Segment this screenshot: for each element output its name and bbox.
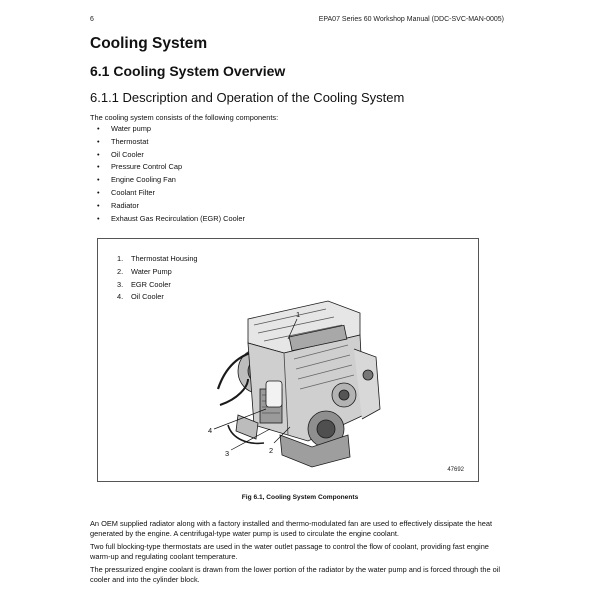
figure-code: 47692	[447, 467, 464, 473]
legend-label: Oil Cooler	[131, 292, 164, 302]
figure-box	[97, 238, 479, 482]
subsection-title: 6.1.1 Description and Operation of the Cooling System	[90, 90, 405, 105]
manual-title: EPA07 Series 60 Workshop Manual (DDC-SVC-MAN-0005)	[318, 16, 504, 23]
paragraph: An OEM supplied radiator along with a factory installed and thermo-modulated fan are used to effectively dissipate the heat generated by the engine. A centrifugal-type water pump is used to circulate the engine coolant.	[90, 519, 493, 538]
list-item: • Pressure Control Cap	[97, 161, 245, 174]
paragraph: The pressurized engine coolant is drawn from the lower portion of the radiator by the water pump and is forced through the oil cooler and into the cylinder block.	[90, 565, 500, 584]
figure-caption: Fig 6.1, Cooling System Components	[241, 494, 359, 501]
page-number: 6	[90, 16, 94, 23]
list-item: • Exhaust Gas Recirculation (EGR) Cooler	[97, 213, 245, 226]
legend-label: EGR Cooler	[131, 279, 171, 289]
chapter-title: Cooling System	[90, 35, 208, 52]
section-title: 6.1 Cooling System Overview	[90, 63, 286, 79]
callout-2: 2	[269, 446, 274, 455]
list-item: • Water pump	[97, 123, 245, 136]
intro-text: The cooling system consists of the following components:	[90, 113, 279, 122]
callout-4: 4	[208, 426, 213, 435]
callout-1: 1	[296, 310, 301, 319]
legend-label: Water Pump	[131, 266, 172, 276]
legend-label: Thermostat Housing	[131, 254, 198, 263]
legend-number: 1.	[117, 254, 124, 263]
engine-illustration	[98, 239, 478, 481]
component-list	[97, 123, 245, 225]
page-header	[90, 16, 504, 23]
list-item: • Radiator	[97, 200, 245, 213]
legend-number: 2.	[117, 266, 124, 276]
list-item: • Engine Cooling Fan	[97, 174, 245, 187]
list-item: • Thermostat	[97, 136, 245, 149]
legend-number: 3.	[117, 279, 124, 289]
paragraph: Two full blocking-type thermostats are used in the water outlet passage to control the flow of coolant, providing fast engine warm-up and regulating coolant temperature.	[90, 542, 489, 561]
list-item: • Coolant Filter	[97, 187, 245, 200]
callout-3: 3	[225, 449, 230, 458]
legend-number: 4.	[117, 292, 124, 302]
list-item: • Oil Cooler	[97, 149, 245, 162]
